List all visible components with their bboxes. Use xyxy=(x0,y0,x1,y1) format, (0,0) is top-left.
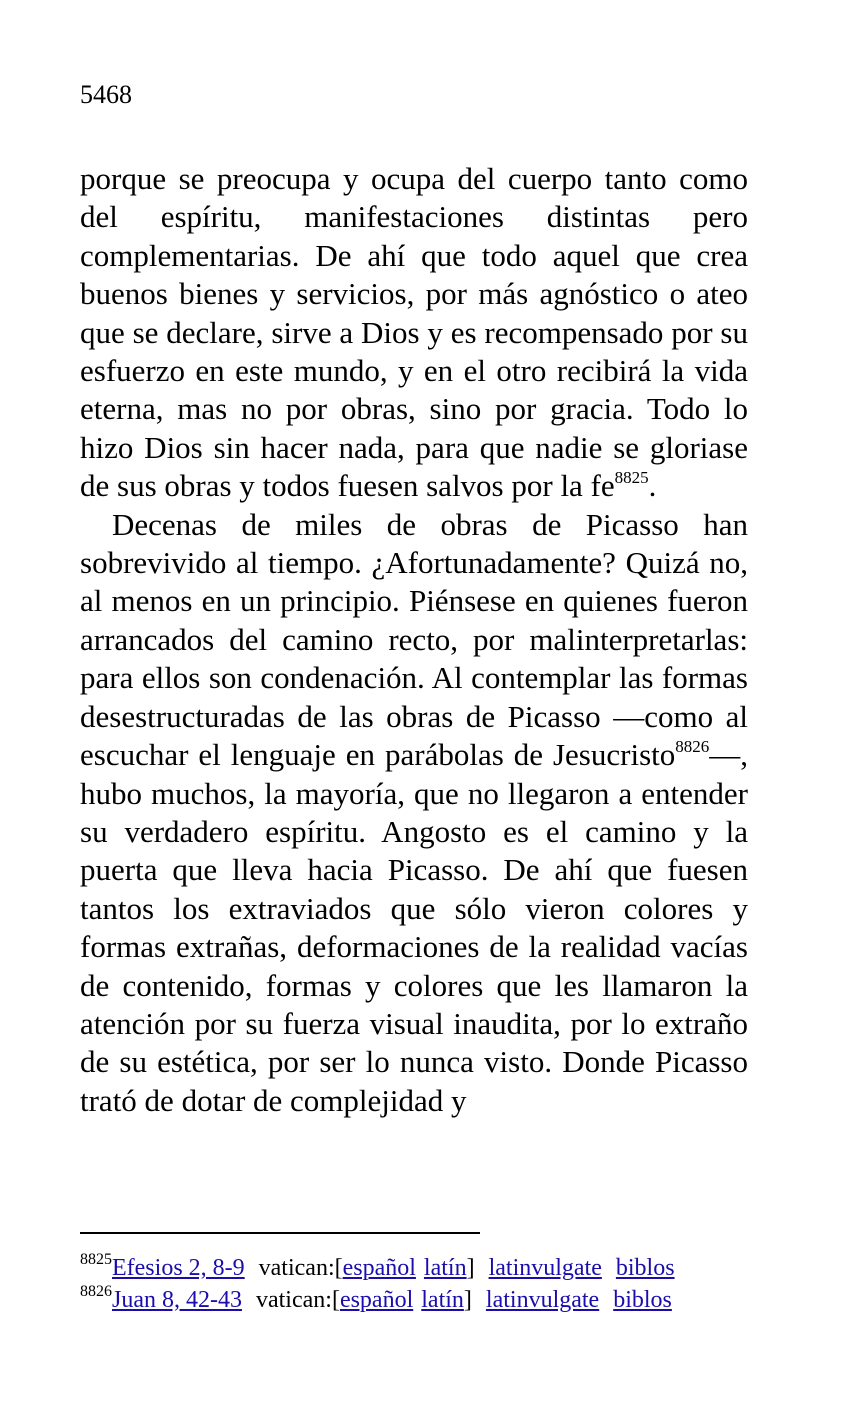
spanish-link[interactable]: español xyxy=(342,1255,416,1281)
footnote-ref-8826[interactable]: 8826 xyxy=(675,737,710,757)
latin-link[interactable]: latín xyxy=(423,1255,467,1281)
paragraph-1 xyxy=(80,160,748,506)
paragraph-2-text-a: Decenas de miles de obras de Picasso han sobrevivido al tiempo. ¿Afortunadamente? Quizá no, al menos en un principio. Piénsese en quienes fueron arrancados del camino recto, por malinterpretarlas: para ellos son condenación. Al contemplar las formas desestructuradas de las obras de Picasso ―como al escuchar el lenguaje en parábolas de Jesucristo xyxy=(80,506,748,773)
footnote-ref-8825[interactable]: 8825 xyxy=(614,468,649,488)
vatican-label: vatican:[ xyxy=(258,1255,343,1281)
page-number: 5468 xyxy=(80,80,132,109)
vatican-close: ] xyxy=(466,1255,475,1281)
footnotes xyxy=(80,1252,780,1316)
biblos-link[interactable]: biblos xyxy=(615,1255,675,1281)
footnote-number: 8825 xyxy=(80,1251,112,1268)
bible-reference-link[interactable]: Efesios 2, 8-9 xyxy=(112,1255,245,1281)
latinvulgate-link[interactable]: latinvulgate xyxy=(488,1255,602,1281)
bible-reference-link[interactable]: Juan 8, 42-43 xyxy=(112,1287,242,1313)
spanish-link[interactable]: español xyxy=(339,1287,414,1313)
footnote-8825 xyxy=(80,1252,780,1284)
body-text xyxy=(80,160,748,1120)
latinvulgate-link[interactable]: latinvulgate xyxy=(485,1287,600,1313)
paragraph-1-end: . xyxy=(648,468,657,504)
vatican-label: vatican:[ xyxy=(255,1287,340,1313)
paragraph-2 xyxy=(80,506,748,1121)
vatican-close: ] xyxy=(463,1287,472,1313)
latin-link[interactable]: latín xyxy=(421,1287,464,1313)
paragraph-1-text: porque se preocupa y ocupa del cuerpo tanto como del espíritu, manifestaciones distintas pero complementarias. De ahí que todo aquel que crea buenos bienes y servicios, por más agnóstico o ateo que se declare, sirve a Dios y es recompensado por su esfuerzo en este mundo, y en el otro recibirá la vida eterna, mas no por obras, sino por gracia. Todo lo hizo Dios sin hacer nada, para que nadie se gloriase de sus obras y todos fuesen salvos por la fe xyxy=(80,161,748,504)
footnote-8826 xyxy=(80,1284,780,1316)
biblos-link[interactable]: biblos xyxy=(613,1287,672,1313)
footnote-number: 8826 xyxy=(80,1283,112,1300)
footnote-divider xyxy=(80,1232,480,1234)
paragraph-2-text-b: ―, hubo muchos, la mayoría, que no llegaron a entender su verdadero espíritu. Angosto es el camino y la puerta que lleva hacia Picasso. De ahí que fuesen tantos los extraviados que sólo vieron colores y formas extrañas, deformaciones de la realidad vacías de contenido, formas y colores que les llamaron la atención por su fuerza visual inaudita, por lo extraño de su estética, por ser lo nunca visto. Donde Picasso trató de dotar de complejidad y xyxy=(80,737,748,1118)
